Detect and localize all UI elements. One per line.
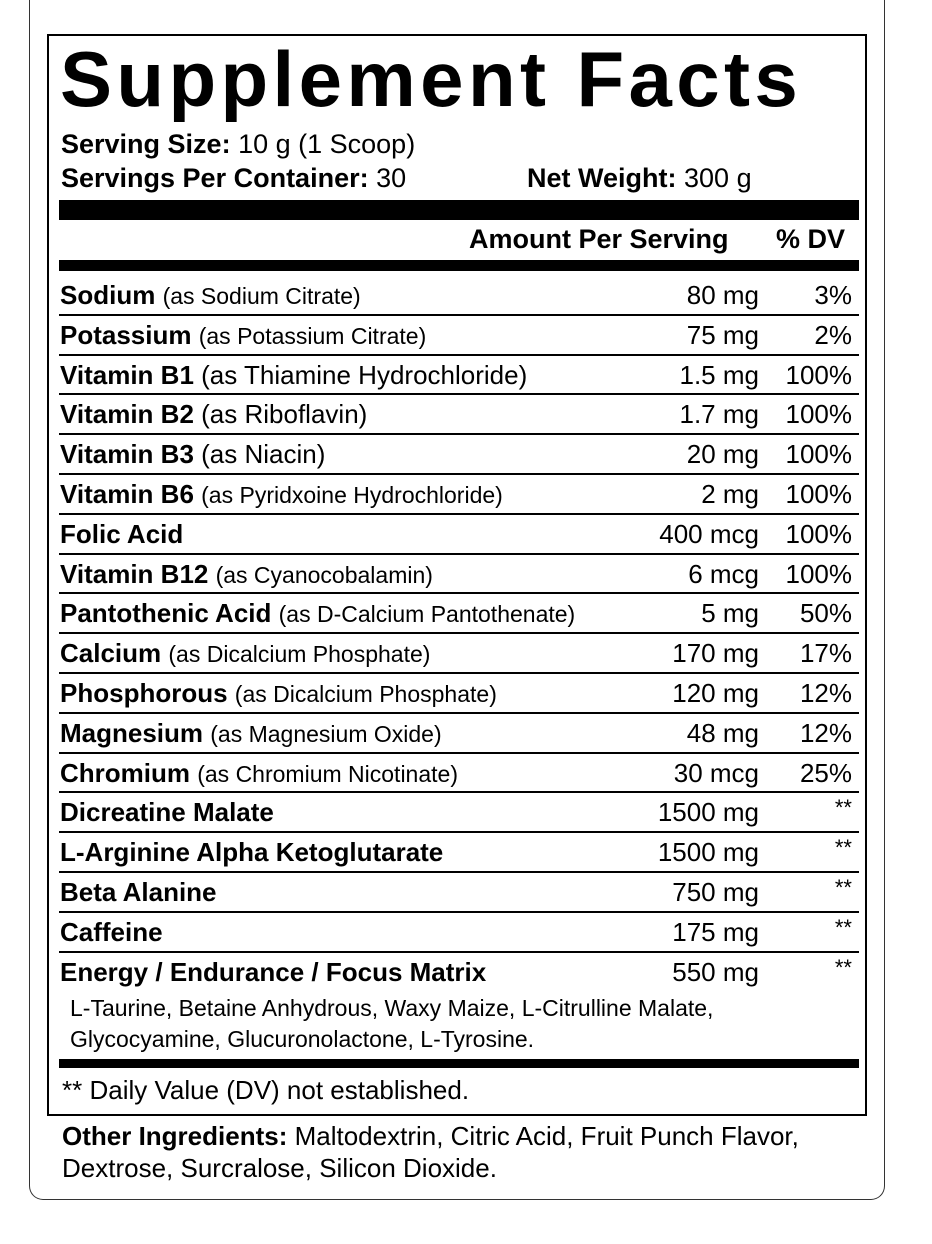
serving-size bbox=[61, 128, 415, 160]
nutrient-amount: 1.5 mg bbox=[679, 359, 759, 390]
nutrient-name: Sodium bbox=[60, 280, 156, 310]
nutrient-row bbox=[59, 754, 859, 794]
nutrient-source: (as Potassium Citrate) bbox=[198, 322, 427, 349]
nutrient-name: Vitamin B6 bbox=[60, 478, 194, 509]
nutrient-name-cell bbox=[60, 877, 217, 907]
nutrient-amount: 170 mg bbox=[672, 638, 759, 669]
nutrient-name-cell bbox=[60, 320, 426, 351]
nutrient-row bbox=[59, 316, 859, 356]
nutrient-name: L-Arginine Alpha Ketoglutarate bbox=[60, 837, 444, 868]
nutrient-name: Vitamin B12 bbox=[60, 558, 209, 589]
nutrient-row bbox=[59, 475, 859, 515]
nutrient-amount: 550 mg bbox=[672, 956, 759, 987]
nutrient-name-cell bbox=[60, 519, 183, 549]
nutrient-name: Magnesium bbox=[60, 717, 204, 748]
nutrient-dv: ** bbox=[834, 835, 852, 861]
nutrient-row bbox=[59, 913, 859, 953]
top-divider bbox=[59, 200, 859, 220]
nutrient-name-cell bbox=[60, 917, 163, 947]
nutrient-row bbox=[59, 833, 859, 873]
servings-per-container-label: Servings Per Container: bbox=[61, 163, 369, 193]
nutrient-dv: 25% bbox=[799, 757, 852, 788]
nutrient-amount: 6 mcg bbox=[688, 558, 759, 589]
nutrient-dv: ** bbox=[834, 914, 852, 940]
nutrient-name: Vitamin B3 bbox=[60, 439, 194, 470]
nutrient-amount: 750 mg bbox=[672, 876, 759, 907]
serving-size-label: Serving Size: bbox=[61, 129, 231, 159]
nutrient-dv: 12% bbox=[799, 677, 852, 708]
nutrient-dv: 50% bbox=[799, 598, 852, 629]
nutrient-row bbox=[59, 674, 859, 714]
nutrient-dv: 3% bbox=[814, 280, 852, 310]
nutrient-name: Pantothenic Acid bbox=[60, 598, 272, 629]
dv-header: % DV bbox=[776, 224, 846, 254]
bottom-divider bbox=[59, 1059, 859, 1068]
nutrient-amount: 75 mg bbox=[686, 319, 759, 350]
nutrient-name-cell bbox=[60, 678, 497, 709]
nutrient-dv: 100% bbox=[785, 558, 852, 589]
nutrient-name-cell bbox=[60, 837, 443, 867]
other-ingredients-label: Other Ingredients: bbox=[62, 1121, 288, 1151]
header-divider bbox=[59, 260, 859, 271]
nutrient-name: Beta Alanine bbox=[60, 876, 217, 907]
nutrient-row bbox=[59, 435, 859, 475]
nutrient-dv: 2% bbox=[814, 319, 852, 350]
nutrient-name: Energy / Endurance / Focus Matrix bbox=[60, 956, 487, 987]
net-weight-value: 300 g bbox=[684, 163, 752, 193]
nutrient-row bbox=[59, 873, 859, 913]
nutrient-name: Folic Acid bbox=[60, 518, 184, 549]
nutrient-name: Chromium bbox=[60, 757, 190, 788]
servings-per-container-value: 30 bbox=[376, 163, 407, 193]
nutrient-amount: 175 mg bbox=[672, 916, 759, 947]
nutrient-name: Potassium bbox=[60, 319, 192, 350]
nutrient-amount: 1500 mg bbox=[657, 837, 759, 868]
nutrient-row bbox=[59, 515, 859, 555]
nutrient-dv: ** bbox=[834, 954, 852, 980]
nutrient-source: (as Cyanocobalamin) bbox=[215, 561, 433, 588]
nutrient-source: (as D-Calcium Pantothenate) bbox=[278, 601, 576, 628]
other-ingredients-value: Maltodextrin, Citric Acid, Fruit Punch Flavor, Dextrose, Surcralose, Silicon Dioxide. bbox=[62, 1121, 799, 1183]
nutrient-source: (as Dicalcium Phosphate) bbox=[168, 641, 431, 668]
nutrient-row bbox=[59, 793, 859, 833]
nutrient-amount: 48 mg bbox=[686, 717, 759, 748]
nutrient-name: Caffeine bbox=[60, 916, 163, 947]
nutrient-dv: 100% bbox=[785, 359, 852, 390]
nutrient-dv: ** bbox=[834, 874, 852, 900]
servings-per-container bbox=[61, 162, 406, 194]
nutrient-row bbox=[59, 395, 859, 435]
nutrient-name-cell bbox=[60, 718, 442, 749]
nutrient-name-cell bbox=[60, 797, 274, 827]
nutrient-source: (as Pyridxoine Hydrochloride) bbox=[201, 481, 503, 508]
nutrient-table bbox=[59, 276, 859, 989]
nutrient-name: Calcium bbox=[60, 638, 162, 669]
nutrient-name-cell bbox=[60, 638, 430, 669]
net-weight-label: Net Weight: bbox=[527, 163, 677, 193]
nutrient-dv: 12% bbox=[799, 717, 852, 748]
nutrient-amount: 80 mg bbox=[686, 280, 759, 310]
nutrient-row bbox=[59, 714, 859, 754]
panel-title: Supplement Facts bbox=[60, 35, 803, 123]
nutrient-dv: ** bbox=[834, 795, 852, 821]
nutrient-name-cell bbox=[60, 479, 503, 510]
nutrient-source: (as Chromium Nicotinate) bbox=[197, 760, 458, 787]
nutrient-name: Phosphorous bbox=[60, 677, 228, 708]
nutrient-name-cell bbox=[60, 399, 367, 429]
serving-size-value: 10 g (1 Scoop) bbox=[238, 129, 416, 159]
nutrient-name-cell bbox=[60, 598, 575, 629]
nutrient-row bbox=[59, 356, 859, 396]
nutrient-amount: 1.7 mg bbox=[679, 399, 759, 430]
other-ingredients bbox=[62, 1120, 862, 1184]
nutrient-amount: 2 mg bbox=[701, 478, 759, 509]
nutrient-source: (as Dicalcium Phosphate) bbox=[234, 680, 497, 707]
net-weight bbox=[527, 162, 752, 194]
nutrient-row bbox=[59, 555, 859, 595]
nutrient-row bbox=[59, 276, 859, 316]
nutrient-source: (as Niacin) bbox=[201, 439, 326, 470]
matrix-ingredients: L-Taurine, Betaine Anhydrous, Waxy Maize, L-Citrulline Malate, Glycocyamine, Glucuronolactone, L-Tyrosine. bbox=[70, 995, 714, 1052]
nutrient-amount: 30 mcg bbox=[673, 757, 759, 788]
nutrient-dv: 100% bbox=[785, 478, 852, 509]
nutrient-amount: 20 mg bbox=[686, 439, 759, 470]
nutrient-source: (as Sodium Citrate) bbox=[162, 283, 361, 309]
nutrient-dv: 100% bbox=[785, 399, 852, 430]
nutrient-row bbox=[59, 953, 859, 989]
nutrient-amount: 120 mg bbox=[672, 677, 759, 708]
nutrient-name: Vitamin B1 bbox=[60, 359, 194, 390]
nutrient-name: Dicreatine Malate bbox=[60, 797, 274, 828]
amount-per-serving-header: Amount Per Serving bbox=[469, 224, 729, 254]
nutrient-name-cell bbox=[60, 439, 325, 469]
nutrient-dv: 100% bbox=[785, 439, 852, 470]
nutrient-dv: 100% bbox=[785, 518, 852, 549]
nutrient-name: Vitamin B2 bbox=[60, 399, 194, 430]
daily-value-footnote: ** Daily Value (DV) not established. bbox=[62, 1075, 470, 1105]
nutrient-row bbox=[59, 594, 859, 634]
nutrient-name-cell bbox=[60, 360, 527, 390]
nutrient-source: (as Magnesium Oxide) bbox=[210, 720, 442, 747]
nutrient-row bbox=[59, 634, 859, 674]
nutrient-name-cell bbox=[60, 758, 458, 789]
nutrient-source: (as Riboflavin) bbox=[201, 399, 368, 430]
nutrient-source: (as Thiamine Hydrochloride) bbox=[201, 359, 528, 390]
nutrient-name-cell bbox=[60, 280, 361, 311]
nutrient-amount: 5 mg bbox=[701, 598, 759, 629]
nutrient-name-cell bbox=[60, 559, 433, 590]
nutrient-dv: 17% bbox=[799, 638, 852, 669]
nutrient-amount: 400 mcg bbox=[659, 518, 759, 549]
nutrient-amount: 1500 mg bbox=[657, 797, 759, 828]
nutrient-name-cell bbox=[60, 957, 486, 987]
